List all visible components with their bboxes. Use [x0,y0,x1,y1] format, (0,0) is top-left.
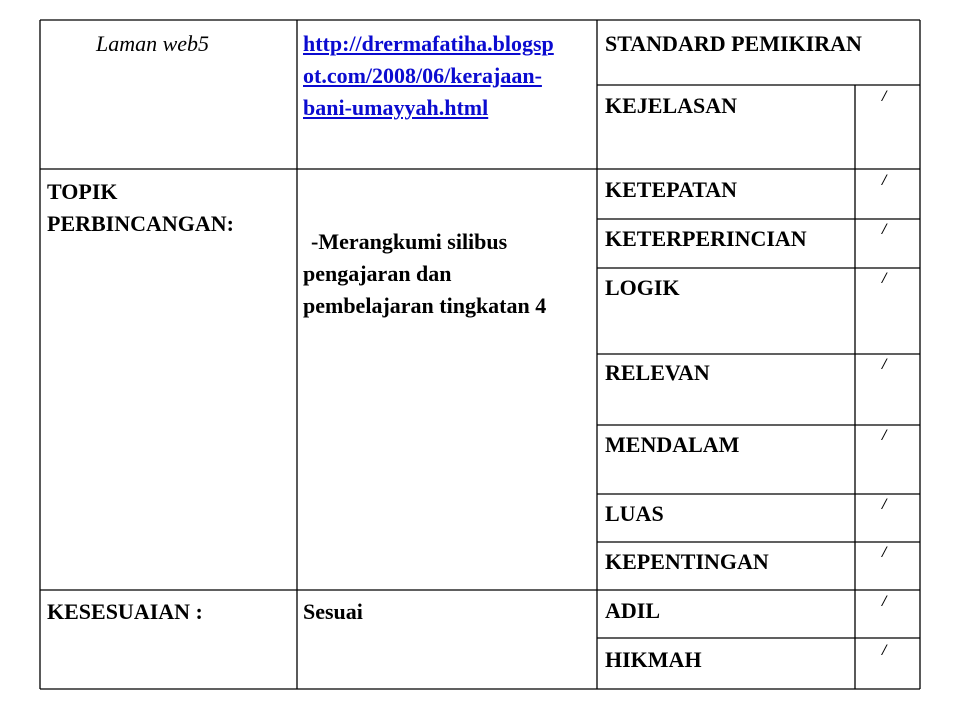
mark-logik: / [882,270,887,287]
criteria-hikmah: HIKMAH [605,647,702,672]
mark-relevan: / [882,356,887,373]
kesesuaian-label: KESESUAIAN : [47,599,203,624]
url-line-2[interactable]: ot.com/2008/06/kerajaan- [303,63,542,88]
mark-adil: / [882,593,887,610]
mark-ketepatan: / [882,172,887,189]
topik-label-line-2: PERBINCANGAN: [47,211,234,236]
website-url-link[interactable] [303,28,595,124]
criteria-relevan: RELEVAN [605,360,710,385]
criteria-logik: LOGIK [605,275,680,300]
topik-content-line-2: pengajaran dan [303,261,452,286]
standard-pemikiran-header: STANDARD PEMIKIRAN [605,31,862,56]
topik-content-line-3: pembelajaran tingkatan 4 [303,293,547,318]
criteria-mendalam: MENDALAM [605,432,740,457]
laman-web-label: Laman web5 [96,31,210,56]
url-line-1[interactable]: http://drermafatiha.blogsp [303,31,554,56]
mark-hikmah: / [882,642,887,659]
topik-content [303,226,595,322]
mark-kejelasan: / [882,88,887,105]
topik-content-line-1: -Merangkumi silibus [311,229,508,254]
mark-luas: / [882,496,887,513]
topik-label-line-1: TOPIK [47,179,118,204]
criteria-adil: ADIL [605,598,661,623]
url-line-3[interactable]: bani-umayyah.html [303,95,489,120]
mark-keterperincian: / [882,221,887,238]
kesesuaian-value: Sesuai [303,599,363,624]
criteria-keterperincian: KETERPERINCIAN [605,226,807,251]
criteria-luas: LUAS [605,501,664,526]
mark-kepentingan: / [882,544,887,561]
criteria-kejelasan: KEJELASAN [605,93,738,118]
criteria-ketepatan: KETEPATAN [605,177,738,202]
topik-label [47,176,234,240]
mark-mendalam: / [882,427,887,444]
criteria-kepentingan: KEPENTINGAN [605,549,769,574]
